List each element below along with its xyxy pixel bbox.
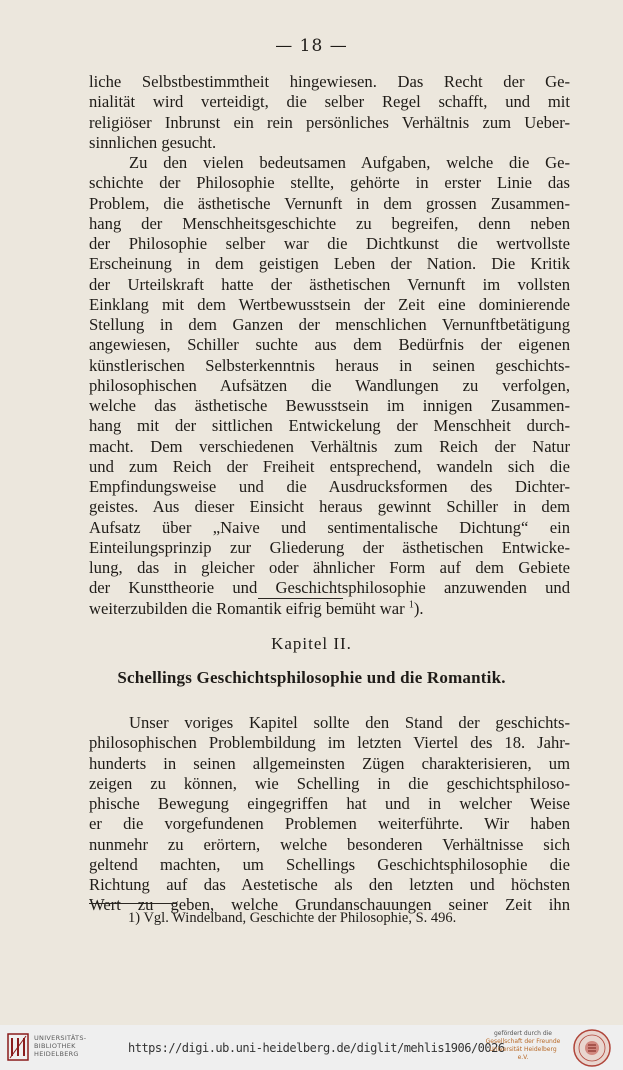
paragraph-3: [89, 713, 570, 916]
text-line: Unser voriges Kapitel sollte den Stand der geschichts-: [129, 713, 570, 732]
text-line: geltend machten, um Schellings Geschichtsphilosophie die: [89, 854, 570, 874]
text-line: geistes. Aus dieser Einsicht heraus gewinnt Schiller in dem: [89, 497, 570, 517]
sponsor-note: [483, 1030, 563, 1062]
text-line: Stellung in dem Ganzen der menschlichen Vernunftbetätigung: [89, 315, 570, 334]
text-line: sinnlichen gesucht.: [89, 132, 217, 152]
text-line: phische Bewegung eingegriffen hat und in welcher Weise: [89, 794, 570, 813]
paragraph-2: [89, 153, 570, 619]
text-line: schichte der Philosophie stellte, gehörte in erster Linie das: [89, 173, 570, 193]
text-line: Empfindungsweise und die Ausdrucksformen des Dichter-: [89, 477, 570, 496]
text-line: Erscheinung in dem geistigen Leben der Nation. Die Kritik: [89, 254, 570, 274]
footnote-marker[interactable]: 1: [408, 598, 414, 610]
viewer-footer: [0, 1025, 623, 1070]
text-line: nunmehr zu erörtern, welche besonderen Verhältnisse sich: [89, 834, 570, 854]
text-line: nialität wird verteidigt, die selber Regel schafft, und mit: [89, 92, 570, 112]
text-line-last: [89, 599, 570, 619]
text-line: hang mit der sittlichen Entwickelung der Menschheit durch-: [89, 416, 570, 436]
library-name-line: HEIDELBERG: [34, 1050, 79, 1058]
text-line: Aufsatz über „Naive und sentimentalische Dichtung“ ein: [89, 517, 570, 537]
text-line: Einklang mit dem Wertbewusstsein der Zeit eine dominierende: [89, 294, 570, 314]
text-line: Einteilungsprinzip zur Gliederung der ästhetischen Entwicke-: [89, 537, 570, 557]
text-line: lung, das in gleicher oder ähnlicher Form auf dem Gebiete: [89, 558, 570, 577]
permalink[interactable]: https://digi.ub.uni-heidelberg.de/diglit/mehlis1906/0026: [128, 1041, 505, 1055]
text-line: macht. Dem verschiedenen Verhältnis zum Reich der Natur: [89, 436, 570, 456]
sponsor-org-line: Gesellschaft der Freunde: [485, 1038, 561, 1045]
page-number: — 18 —: [275, 36, 348, 56]
chapter-label: Kapitel II.: [271, 634, 352, 653]
text-line: hang der Menschheitsgeschichte zu begreifen, denn neben: [89, 213, 570, 233]
text-line: er die vorgefundenen Problemen weiterführte. Wir haben: [89, 814, 570, 834]
text-line: zeigen zu können, wie Schelling in die geschichtsphiloso-: [89, 773, 570, 793]
text-line: philosophischen Aufsätzen die Wandlungen zu verfolgen,: [89, 375, 570, 395]
paragraph-1: [89, 72, 570, 153]
section-divider: [258, 598, 343, 599]
footnote: 1) Vgl. Windelband, Geschichte der Philosophie, S. 496.: [128, 910, 457, 926]
text-line: der Philosophie selber war die Dichtkunst die wertvollste: [89, 234, 570, 253]
text-line: der Urteilskraft hatte der ästhetischen Vernunft im vollsten: [89, 274, 570, 294]
text-line: weiterzubilden die Romantik eifrig bemüht war: [89, 598, 405, 618]
footnote-divider: [89, 903, 177, 904]
text-line: Problem, die ästhetische Vernunft in dem grossen Zusammen-: [89, 193, 570, 213]
library-name: [34, 1034, 86, 1058]
text-line: hunderts in seinen allgemeinsten Zügen charakterisieren, um: [89, 753, 570, 773]
text-line: Wert zu geben, welche Grundanschauungen seiner Zeit ihn: [89, 895, 570, 915]
paragraph-end: ).: [413, 598, 424, 618]
text-line: angewiesen, Schiller suchte aus dem Bedürfnis der eigenen: [89, 335, 570, 355]
text-line: welche das ästhetische Bewusstsein im innigen Zusammen-: [89, 396, 570, 415]
text-line: religiöser Inbrunst ein rein persönliches Verhältnis zum Ueber-: [89, 112, 570, 132]
text-line: liche Selbstbestimmtheit hingewiesen. Das Recht der Ge-: [89, 72, 570, 91]
sponsor-org-line: Universität Heidelberg e.V.: [489, 1046, 557, 1061]
university-seal-icon: [572, 1028, 612, 1068]
text-line: der Kunsttheorie und Geschichtsphilosophie anzuwenden und: [89, 578, 570, 598]
library-logo-icon[interactable]: [7, 1030, 29, 1062]
text-line: Zu den vielen bedeutsamen Aufgaben, welche die Ge-: [129, 153, 570, 172]
library-name-line: BIBLIOTHEK: [34, 1042, 76, 1050]
text-line: philosophischen Problembildung im letzten Viertel des 18. Jahr-: [89, 733, 570, 753]
text-line: und zum Reich der Freiheit entsprechend, wandeln sich die: [89, 456, 570, 476]
chapter-title: Schellings Geschichtsphilosophie und die Romantik.: [117, 668, 506, 687]
sponsor-label: gefördert durch die: [494, 1030, 552, 1037]
text-line: Richtung auf das Aestetische als den letzten und höchsten: [89, 875, 570, 894]
text-line: künstlerischen Selbsterkenntnis heraus in seinen geschichts-: [89, 355, 570, 375]
library-name-line: UNIVERSITÄTS-: [34, 1034, 87, 1042]
